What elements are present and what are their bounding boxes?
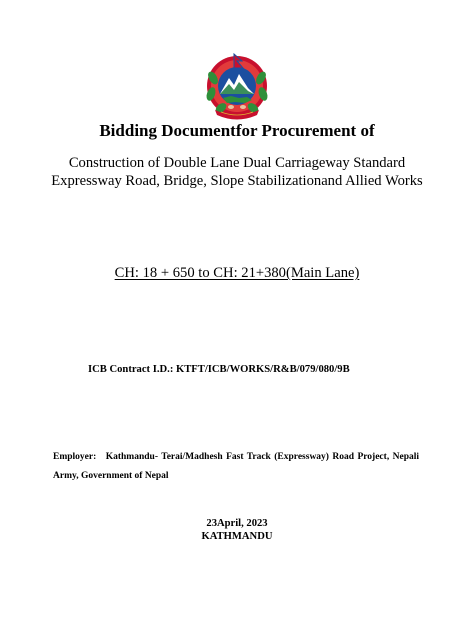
document-city: KATHMANDU: [201, 531, 273, 542]
contract-label: ICB Contract I.D.: [88, 364, 170, 375]
chainage-text: CH: 18 + 650 to CH: 21+380(Main Lane): [114, 265, 360, 281]
contract-separator: :: [169, 364, 176, 375]
contract-id-line: [88, 363, 448, 377]
nepal-coat-of-arms-icon: [201, 48, 273, 120]
contract-id: KTFT/ICB/WORKS/R&B/079/080/9B: [176, 364, 350, 375]
document-title: Bidding Documentfor Procurement of: [99, 121, 375, 140]
employer-label: Employer:: [53, 452, 97, 462]
chainage-range: [0, 264, 474, 282]
document-subtitle: Construction of Double Lane Dual Carriageway Standard Expressway Road, Bridge, Slope Stabilizationand Allied Works: [51, 155, 423, 189]
employer-block: [53, 448, 419, 486]
employer-text: Kathmandu- Terai/Madhesh Fast Track (Expressway) Road Project, Nepali Army, Government of Nepal: [53, 452, 420, 481]
document-date: 23April, 2023: [206, 518, 268, 529]
